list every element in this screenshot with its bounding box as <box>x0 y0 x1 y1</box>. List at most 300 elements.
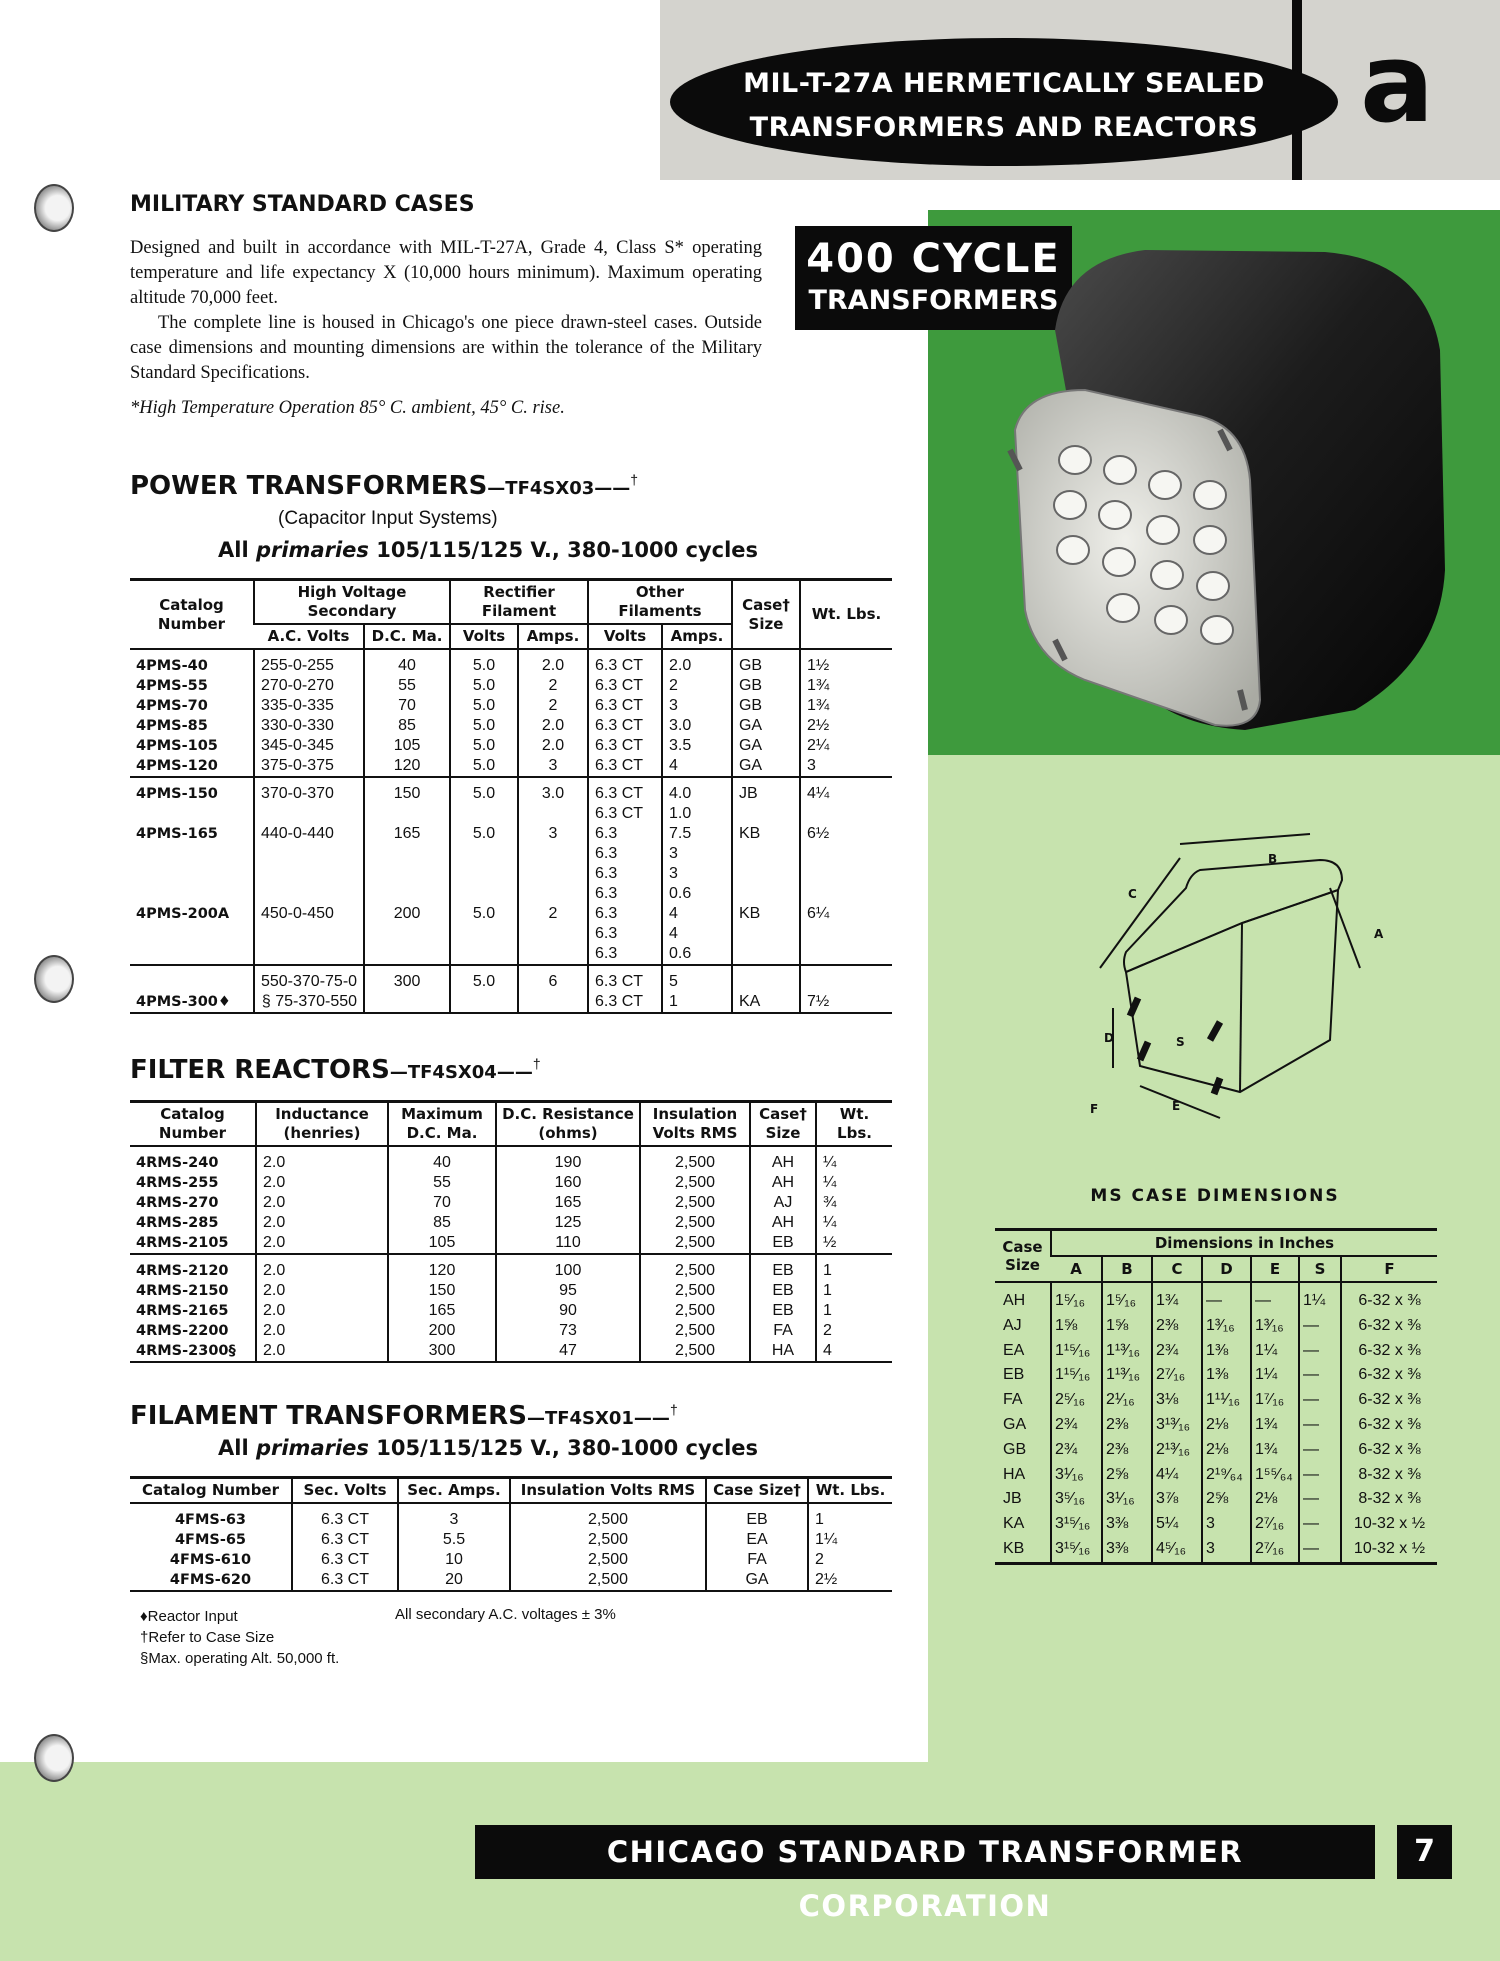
col-dc-resistance: D.C. Resistance (ohms) <box>496 1102 640 1147</box>
table-cell: — <box>1299 1363 1341 1388</box>
col-dim-f: F <box>1341 1256 1437 1282</box>
col-case-size: Case Size <box>1002 1238 1043 1274</box>
diagram-label-e: E <box>1172 1099 1181 1113</box>
table-cell: 5.0 <box>450 965 518 992</box>
table-cell: — <box>1251 1282 1299 1314</box>
table-row <box>130 1301 892 1321</box>
table-cell <box>130 884 254 904</box>
table-cell: 90 <box>496 1301 640 1321</box>
case-dimension-diagram <box>1080 828 1400 1128</box>
table-cell: 1⅜ <box>1202 1363 1251 1388</box>
table-cell: 1⁵⁵⁄₆₄ <box>1251 1463 1299 1488</box>
table-cell: 2⅜ <box>1102 1438 1152 1463</box>
intro-text <box>130 236 762 421</box>
table-cell: GA <box>706 1570 808 1591</box>
table-cell <box>800 965 892 992</box>
table-cell: 120 <box>388 1254 496 1281</box>
table-cell <box>254 864 364 884</box>
footer-company-name: CHICAGO STANDARD TRANSFORMER CORPORATION <box>475 1825 1375 1879</box>
table-cell: 3 <box>662 844 732 864</box>
table-cell: 2,500 <box>510 1503 706 1530</box>
table-cell: 8-32 x ⅜ <box>1341 1463 1437 1488</box>
table-cell: 5.0 <box>450 824 518 844</box>
filter-reactors-table <box>130 1100 892 1363</box>
table-cell: 1¹³⁄₁₆ <box>1102 1363 1152 1388</box>
table-cell: 1⅝ <box>1102 1314 1152 1339</box>
filament-primaries <box>218 1436 758 1460</box>
binder-hole-icon <box>34 955 74 1003</box>
table-cell: 2⅛ <box>1251 1487 1299 1512</box>
table-cell <box>518 844 588 864</box>
table-cell: — <box>1299 1314 1341 1339</box>
table-cell: 255-0-255 <box>254 649 364 676</box>
table-cell: 6.3 <box>588 824 662 844</box>
table-cell: 150 <box>364 777 450 804</box>
table-cell: 6.3 CT <box>292 1530 398 1550</box>
table-cell: 3 <box>662 864 732 884</box>
col-case-size: Case† Size <box>750 1102 816 1147</box>
table-cell: ¾ <box>816 1193 892 1213</box>
table-cell: 40 <box>388 1146 496 1173</box>
badge-line1: 400 CYCLE <box>806 236 1061 282</box>
table-cell: 2⁷⁄₁₆ <box>1152 1363 1202 1388</box>
table-cell: 6.3 CT <box>588 649 662 676</box>
filament-dagger: † <box>669 1401 678 1418</box>
table-cell: 4RMS-2105 <box>136 1235 229 1251</box>
table-cell: 2¹³⁄₁₆ <box>1152 1438 1202 1463</box>
table-cell: 1⅝ <box>1051 1314 1102 1339</box>
col-dim-d: D <box>1202 1256 1251 1282</box>
binder-hole-icon <box>34 184 74 232</box>
table-cell: 4PMS-55 <box>136 678 208 694</box>
table-cell <box>800 804 892 824</box>
table-row <box>130 1173 892 1193</box>
table-cell <box>364 864 450 884</box>
table-cell: 3 <box>1202 1537 1251 1563</box>
ms-dimensions-title: MS CASE DIMENSIONS <box>1090 1186 1340 1206</box>
table-cell <box>518 804 588 824</box>
col-rect-volts: Volts <box>450 624 518 649</box>
table-cell: KA <box>732 992 800 1013</box>
page-number: 7 <box>1397 1825 1452 1879</box>
table-cell: GB <box>732 696 800 716</box>
table-cell: EA <box>706 1530 808 1550</box>
col-dim-e: E <box>1251 1256 1299 1282</box>
table-cell: 4RMS-2150 <box>136 1283 229 1299</box>
table-cell: KB <box>732 904 800 924</box>
table-cell: 6.3 CT <box>588 756 662 777</box>
filament-section-title <box>130 1400 678 1431</box>
table-cell: 440-0-440 <box>254 824 364 844</box>
table-cell: 1⅜ <box>1202 1339 1251 1364</box>
table-cell: 4RMS-2200 <box>136 1323 229 1339</box>
table-cell <box>518 864 588 884</box>
table-cell: 2.0 <box>256 1213 388 1233</box>
col-high-voltage-secondary: High Voltage Secondary <box>254 580 450 625</box>
table-cell: — <box>1299 1463 1341 1488</box>
table-cell: AJ <box>1003 1316 1022 1334</box>
table-cell: § 75-370-550 <box>254 992 364 1013</box>
table-row <box>995 1282 1437 1314</box>
table-row <box>995 1363 1437 1388</box>
table-cell <box>254 804 364 824</box>
table-cell: 2¾ <box>1051 1413 1102 1438</box>
table-cell: 2⁷⁄₁₆ <box>1251 1512 1299 1537</box>
col-inductance: Inductance (henries) <box>256 1102 388 1147</box>
table-cell: JB <box>732 777 800 804</box>
table-cell: 105 <box>364 736 450 756</box>
diagram-label-b: B <box>1268 852 1278 866</box>
table-cell: 2,500 <box>510 1530 706 1550</box>
table-cell <box>732 884 800 904</box>
table-cell: 1³⁄₁₆ <box>1251 1314 1299 1339</box>
table-cell: 4FMS-620 <box>169 1572 252 1588</box>
table-cell <box>450 944 518 965</box>
table-cell: 0.6 <box>662 884 732 904</box>
table-cell: — <box>1202 1282 1251 1314</box>
table-cell: 6-32 x ⅜ <box>1341 1282 1437 1314</box>
table-cell: 2 <box>662 676 732 696</box>
table-row <box>995 1314 1437 1339</box>
table-cell: 2⅜ <box>1102 1413 1152 1438</box>
table-cell: 165 <box>364 824 450 844</box>
table-cell: AJ <box>750 1193 816 1213</box>
table-cell: 6.3 CT <box>588 716 662 736</box>
table-cell: GB <box>732 649 800 676</box>
col-dim-a: A <box>1070 1260 1082 1278</box>
table-cell <box>254 844 364 864</box>
table-cell: 55 <box>364 676 450 696</box>
table-cell: 2⅝ <box>1102 1463 1152 1488</box>
table-cell: 85 <box>388 1213 496 1233</box>
table-cell: 6-32 x ⅜ <box>1341 1438 1437 1463</box>
table-cell <box>130 944 254 965</box>
table-cell <box>364 992 450 1013</box>
diagram-label-c: C <box>1128 887 1137 901</box>
table-cell: 7.5 <box>662 824 732 844</box>
table-cell: 5.0 <box>450 716 518 736</box>
table-cell: ¼ <box>816 1146 892 1173</box>
table-cell: EA <box>1003 1341 1025 1359</box>
table-cell: 1¾ <box>800 676 892 696</box>
power-title: POWER TRANSFORMERS <box>130 471 488 501</box>
table-cell: 3 <box>518 756 588 777</box>
table-cell: 345-0-345 <box>254 736 364 756</box>
table-cell: 4RMS-2165 <box>136 1303 229 1319</box>
table-cell: 2.0 <box>256 1173 388 1193</box>
table-cell: AH <box>750 1146 816 1173</box>
table-cell: 1 <box>808 1503 892 1530</box>
table-cell: 3¹⁵⁄₁₆ <box>1051 1537 1102 1563</box>
table-cell: 40 <box>364 649 450 676</box>
table-cell: 6.3 CT <box>588 736 662 756</box>
dimension-b-line <box>1180 834 1310 844</box>
table-cell <box>364 944 450 965</box>
table-cell: FA <box>750 1321 816 1341</box>
diagram-body <box>1126 890 1338 1092</box>
diagram-top-edge <box>1124 860 1342 972</box>
table-cell: 330-0-330 <box>254 716 364 736</box>
diagram-front-edge <box>1240 923 1242 1092</box>
table-cell: 6½ <box>800 824 892 844</box>
col-case-size: Case Size† <box>706 1478 808 1504</box>
table-cell: 3⅛ <box>1152 1388 1202 1413</box>
table-cell: 6-32 x ⅜ <box>1341 1363 1437 1388</box>
table-cell <box>130 844 254 864</box>
table-cell <box>450 884 518 904</box>
table-cell: 4¼ <box>1152 1463 1202 1488</box>
diagram-label-d: D <box>1104 1031 1114 1045</box>
table-cell: 2,500 <box>640 1321 750 1341</box>
table-cell: GB <box>1003 1440 1027 1458</box>
filament-title: FILAMENT TRANSFORMERS <box>130 1401 527 1431</box>
table-cell: HA <box>1003 1465 1026 1483</box>
binder-hole-icon <box>34 1734 74 1782</box>
table-cell <box>130 965 254 992</box>
table-cell: 5.0 <box>450 736 518 756</box>
power-primaries <box>218 538 758 562</box>
table-cell: 4RMS-2300§ <box>136 1343 236 1359</box>
table-cell: 70 <box>364 696 450 716</box>
table-cell: 2,500 <box>640 1281 750 1301</box>
table-cell: 160 <box>496 1173 640 1193</box>
table-cell: 85 <box>364 716 450 736</box>
table-cell: 2,500 <box>510 1570 706 1591</box>
table-cell: 3 <box>1202 1512 1251 1537</box>
table-cell: 200 <box>388 1321 496 1341</box>
table-cell: 1¾ <box>800 696 892 716</box>
table-cell: 6.3 CT <box>588 777 662 804</box>
table-cell: 1¼ <box>1299 1282 1341 1314</box>
table-cell: 6.3 <box>588 904 662 924</box>
table-cell: 4PMS-105 <box>136 738 218 754</box>
table-cell: KB <box>732 824 800 844</box>
power-code: —TF4SX03—— <box>487 478 631 499</box>
table-cell: 55 <box>388 1173 496 1193</box>
table-cell: 2.0 <box>518 736 588 756</box>
table-cell: 4FMS-65 <box>174 1532 247 1548</box>
table-cell: — <box>1299 1487 1341 1512</box>
table-cell: 4.0 <box>662 777 732 804</box>
table-cell: 4PMS-120 <box>136 758 218 774</box>
table-cell: 1³⁄₁₆ <box>1202 1314 1251 1339</box>
table-cell: — <box>1299 1339 1341 1364</box>
table-row <box>130 924 892 944</box>
table-cell: EB <box>706 1503 808 1530</box>
table-cell: KB <box>1003 1539 1025 1557</box>
table-cell: 6-32 x ⅜ <box>1341 1388 1437 1413</box>
table-cell: 2½ <box>800 716 892 736</box>
table-cell <box>800 924 892 944</box>
table-cell: 10-32 x ½ <box>1341 1512 1437 1537</box>
table-cell: 4PMS-40 <box>136 658 208 674</box>
table-cell: 5¼ <box>1152 1512 1202 1537</box>
table-cell: 2,500 <box>640 1233 750 1254</box>
table-cell: ¼ <box>816 1213 892 1233</box>
table-cell: 1¹³⁄₁₆ <box>1102 1339 1152 1364</box>
table-cell: 1¹⁵⁄₁₆ <box>1051 1339 1102 1364</box>
table-cell: EB <box>750 1281 816 1301</box>
table-cell <box>364 844 450 864</box>
table-cell: 5.0 <box>450 676 518 696</box>
header-title-line2: TRANSFORMERS AND REACTORS <box>749 112 1259 143</box>
table-cell: 3¹⁄₁₆ <box>1051 1463 1102 1488</box>
table-cell: 1¹⁵⁄₁₆ <box>1051 1363 1102 1388</box>
table-cell <box>518 884 588 904</box>
filter-dagger: † <box>532 1055 541 1072</box>
table-cell: 1 <box>816 1301 892 1321</box>
table-cell <box>800 944 892 965</box>
table-cell: 5.0 <box>450 756 518 777</box>
table-row <box>995 1512 1437 1537</box>
table-cell: 3.0 <box>518 777 588 804</box>
table-row <box>995 1463 1437 1488</box>
table-cell: 6.3 <box>588 924 662 944</box>
header-title <box>670 62 1338 150</box>
table-row <box>130 965 892 992</box>
table-cell: 47 <box>496 1341 640 1362</box>
table-row <box>130 824 892 844</box>
filter-code: —TF4SX04—— <box>389 1062 533 1083</box>
transformer-photo <box>995 240 1465 740</box>
table-row <box>995 1438 1437 1463</box>
table-cell: 300 <box>364 965 450 992</box>
table-row <box>130 736 892 756</box>
footnote-max-altitude: §Max. operating Alt. 50,000 ft. <box>140 1650 340 1667</box>
table-cell: — <box>1299 1413 1341 1438</box>
table-cell: 3⅜ <box>1102 1512 1152 1537</box>
diagram-label-a: A <box>1374 927 1384 941</box>
col-sec-amps: Sec. Amps. <box>398 1478 510 1504</box>
table-cell <box>450 992 518 1013</box>
table-cell: 335-0-335 <box>254 696 364 716</box>
col-insulation-volts: Insulation Volts RMS <box>640 1102 750 1147</box>
table-cell: — <box>1299 1438 1341 1463</box>
table-cell: ½ <box>816 1233 892 1254</box>
table-cell: GA <box>732 756 800 777</box>
table-cell: 1¾ <box>1152 1282 1202 1314</box>
table-cell: 7½ <box>800 992 892 1013</box>
table-cell <box>450 804 518 824</box>
table-cell: 73 <box>496 1321 640 1341</box>
col-dim-s: S <box>1299 1256 1341 1282</box>
intro-paragraph: The complete line is housed in Chicago's one piece drawn-steel cases. Outside case dimensions and mounting dimensions are within the tolerance of the Military Standard Specifications. <box>130 313 762 383</box>
table-cell: AH <box>750 1213 816 1233</box>
table-cell: 6.3 <box>588 844 662 864</box>
table-cell: EB <box>750 1233 816 1254</box>
table-cell: 4PMS-85 <box>136 718 208 734</box>
table-cell: 1.0 <box>662 804 732 824</box>
power-primaries-pre: All <box>218 538 256 562</box>
table-cell: 2⁷⁄₁₆ <box>1251 1537 1299 1563</box>
table-cell: 2 <box>518 696 588 716</box>
table-row <box>130 1281 892 1301</box>
table-cell: 2 <box>518 904 588 924</box>
table-cell: 6 <box>518 965 588 992</box>
table-cell: 2¾ <box>1152 1339 1202 1364</box>
table-cell: 2,500 <box>640 1146 750 1173</box>
intro-footnote: *High Temperature Operation 85° C. ambient, 45° C. rise. <box>130 398 565 418</box>
table-cell: 6.3 CT <box>588 965 662 992</box>
filament-primaries-italic: primaries <box>255 1436 369 1460</box>
table-cell: 6.3 CT <box>588 992 662 1013</box>
table-cell: 5.0 <box>450 904 518 924</box>
col-case-size: Case† Size <box>732 580 800 650</box>
table-cell: 2¼ <box>800 736 892 756</box>
table-cell <box>254 944 364 965</box>
table-cell: 4RMS-2120 <box>136 1263 229 1279</box>
table-cell: 2¾ <box>1051 1438 1102 1463</box>
table-cell: AH <box>750 1173 816 1193</box>
table-cell: 2.0 <box>662 649 732 676</box>
table-cell: 2.0 <box>518 716 588 736</box>
dimension-c-line <box>1100 858 1180 968</box>
table-cell: 4 <box>816 1341 892 1362</box>
col-other-amps: Amps. <box>662 624 732 649</box>
footnote-case-size: †Refer to Case Size <box>140 1629 275 1646</box>
filter-section-title <box>130 1054 541 1085</box>
table-cell: 3.0 <box>662 716 732 736</box>
header-title-line1: MIL-T-27A HERMETICALLY SEALED <box>743 68 1265 99</box>
table-cell: 110 <box>496 1233 640 1254</box>
section-letter: a <box>1360 19 1435 147</box>
table-cell: 200 <box>364 904 450 924</box>
ms-case-dimensions-table <box>995 1228 1437 1565</box>
table-cell: 2.0 <box>256 1146 388 1173</box>
table-row <box>130 1233 892 1254</box>
filter-title: FILTER REACTORS <box>130 1055 390 1085</box>
table-cell: 375-0-375 <box>254 756 364 777</box>
table-cell: 1¾ <box>1251 1413 1299 1438</box>
power-section-title <box>130 470 638 501</box>
table-cell: 6-32 x ⅜ <box>1341 1339 1437 1364</box>
table-cell: GA <box>732 736 800 756</box>
table-cell: 3¹⁄₁₆ <box>1102 1487 1152 1512</box>
col-dim-c: C <box>1152 1256 1202 1282</box>
table-cell <box>732 965 800 992</box>
table-cell: 6.3 <box>588 944 662 965</box>
table-cell: 5 <box>662 965 732 992</box>
table-cell: 4RMS-270 <box>136 1195 219 1211</box>
table-cell: 2¹⁄₁₆ <box>1102 1388 1152 1413</box>
table-cell: 3 <box>800 756 892 777</box>
col-other-filaments: Other Filaments <box>588 580 732 625</box>
intro-paragraph: Designed and built in accordance with MIL-T-27A, Grade 4, Class S* operating temperature and life expectancy X (10,000 hours minimum). Maximum operating altitude 70,000 feet. <box>130 238 762 308</box>
table-cell: 1⁷⁄₁₆ <box>1251 1388 1299 1413</box>
table-cell: 6-32 x ⅜ <box>1341 1413 1437 1438</box>
table-row <box>130 1146 892 1173</box>
table-cell: EB <box>1003 1366 1025 1384</box>
table-cell <box>364 884 450 904</box>
table-row <box>995 1537 1437 1563</box>
table-cell: JB <box>1003 1490 1022 1508</box>
table-row <box>130 649 892 676</box>
diagram-label-f: F <box>1090 1102 1099 1116</box>
table-row <box>995 1388 1437 1413</box>
table-cell: 1¼ <box>1251 1363 1299 1388</box>
table-cell: 4 <box>662 904 732 924</box>
table-cell: 2,500 <box>640 1213 750 1233</box>
diagram-studs <box>1130 998 1220 1094</box>
table-cell <box>450 924 518 944</box>
filament-transformers-table <box>130 1476 892 1592</box>
table-cell: 2 <box>808 1550 892 1570</box>
table-cell: — <box>1299 1537 1341 1563</box>
table-cell <box>732 844 800 864</box>
table-cell: 95 <box>496 1281 640 1301</box>
badge-line2: TRANSFORMERS <box>808 285 1059 316</box>
table-cell: 190 <box>496 1146 640 1173</box>
